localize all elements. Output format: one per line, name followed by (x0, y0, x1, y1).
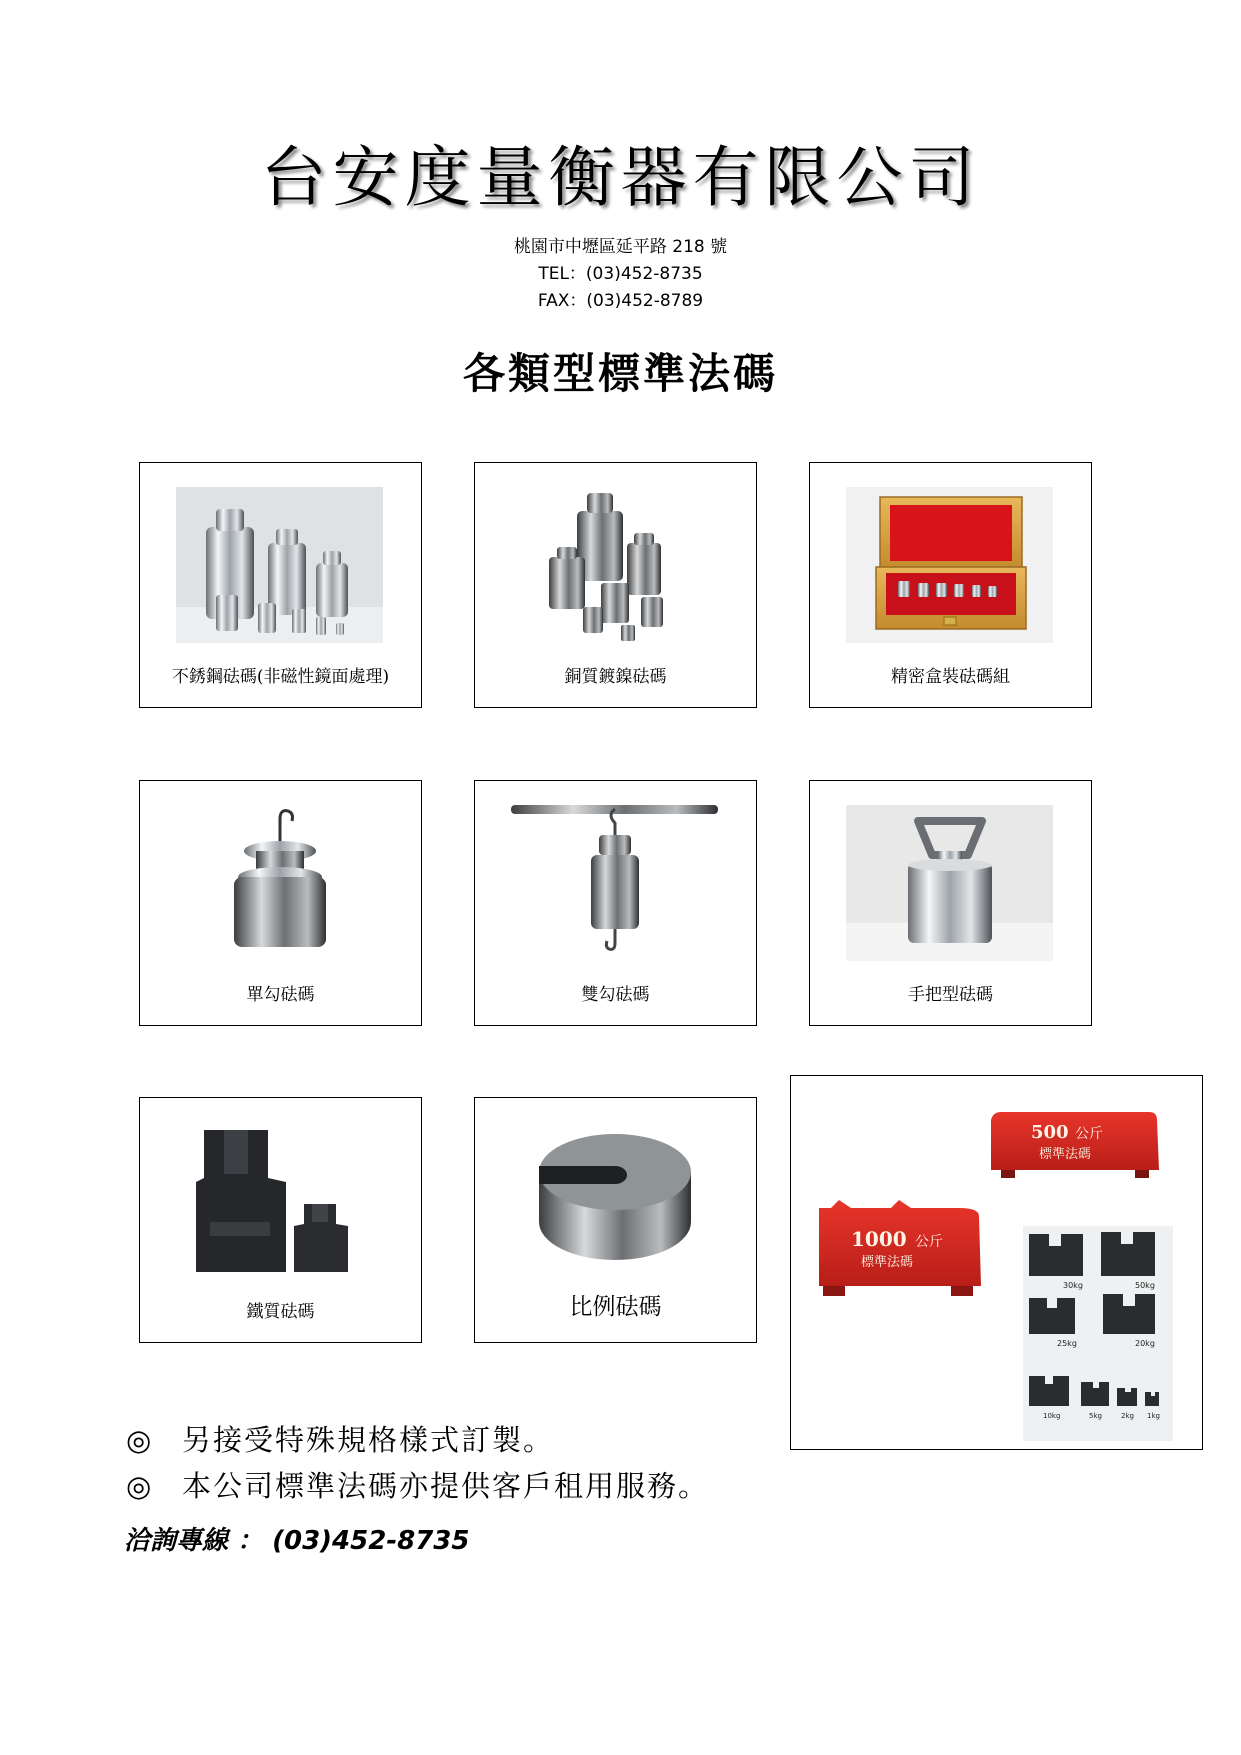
iron-label: 25kg (1057, 1339, 1077, 1348)
block-1000-sub: 標準法碼 (861, 1255, 914, 1270)
product-label: 銅質鍍鎳砝碼 (564, 667, 667, 687)
product-card-double-hook (474, 780, 757, 1026)
product-label: 比例砝碼 (569, 1294, 662, 1320)
iron-label: 10kg (1043, 1412, 1061, 1420)
product-card-boxed-set (809, 462, 1092, 708)
slotted-weight-photo (511, 1122, 718, 1278)
block-500-unit: 公斤 (1075, 1126, 1103, 1142)
iron-weights-photo (176, 1122, 383, 1278)
block-1000-unit: 公斤 (915, 1234, 943, 1250)
product-label: 手把型砝碼 (908, 985, 993, 1005)
double-hook-weight-photo (511, 805, 718, 961)
single-hook-weight-photo (176, 805, 383, 961)
iron-label: 50kg (1135, 1281, 1155, 1290)
block-1000-value: 1000 (851, 1227, 907, 1251)
product-card-nickel (474, 462, 757, 708)
product-card-single-hook (139, 780, 422, 1026)
product-label: 雙勾砝碼 (581, 985, 650, 1005)
iron-label: 1kg (1147, 1412, 1160, 1420)
large-red-weights-photo (791, 1076, 1202, 1449)
block-500-sub: 標準法碼 (1039, 1147, 1092, 1162)
note-text: 另接受特殊規格樣式訂製。 (182, 1423, 555, 1457)
company-name: 台安度量衡器有限公司 (260, 139, 981, 216)
stainless-weights-photo (176, 487, 383, 643)
iron-label: 20kg (1135, 1339, 1155, 1348)
iron-label: 30kg (1063, 1281, 1083, 1290)
company-tel: TEL：(03)452-8735 (538, 264, 703, 284)
product-card-slotted (474, 1097, 757, 1343)
product-card-stainless (139, 462, 422, 708)
handle-weight-photo (846, 805, 1053, 961)
note-custom-order (126, 1422, 554, 1458)
boxed-weight-set-photo (846, 487, 1053, 643)
note-text: 本公司標準法碼亦提供客戶租用服務。 (182, 1469, 710, 1503)
large-weights-card (790, 1075, 1203, 1450)
company-address: 桃園市中壢區延平路 218 號 (513, 237, 728, 257)
iron-label: 2kg (1121, 1412, 1134, 1420)
product-label: 單勾砝碼 (246, 985, 315, 1005)
product-label: 鐵質砝碼 (246, 1302, 315, 1322)
note-rental-service (126, 1468, 709, 1504)
product-label: 不銹鋼砝碼(非磁性鏡面處理) (171, 667, 390, 687)
product-card-handle (809, 780, 1092, 1026)
iron-label: 5kg (1089, 1412, 1102, 1420)
bullet-mark-icon: ◎ (126, 1423, 154, 1457)
page-title: 各類型標準法碼 (462, 349, 778, 398)
block-500-value: 500 (1031, 1122, 1069, 1143)
product-label: 精密盒裝砝碼組 (891, 667, 1010, 687)
hotline: 洽詢專線 ： (03)452-8735 (124, 1526, 470, 1556)
company-fax: FAX：(03)452-8789 (537, 291, 704, 311)
product-card-iron (139, 1097, 422, 1343)
bullet-mark-icon: ◎ (126, 1469, 154, 1503)
nickel-brass-weights-photo (511, 487, 718, 643)
